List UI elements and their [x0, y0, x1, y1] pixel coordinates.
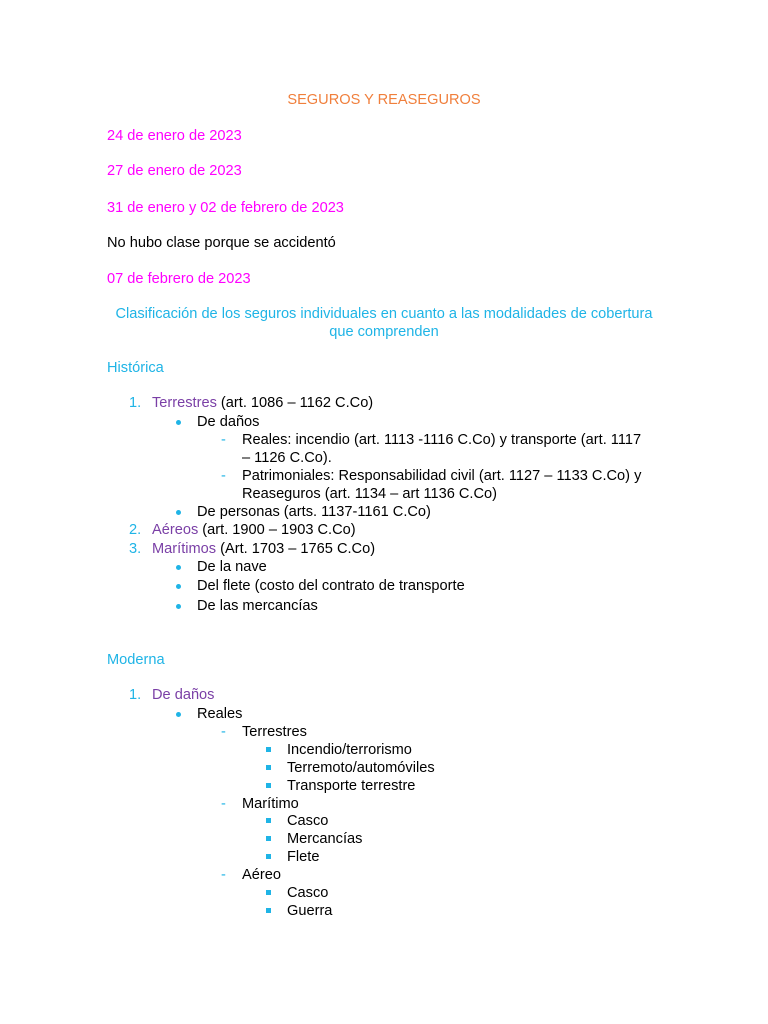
list-item-aereos	[152, 521, 356, 539]
square-bullet-icon	[266, 783, 271, 788]
list-item: Patrimoniales: Responsabilidad civil (art. 1127 – 1133 C.Co) y	[242, 468, 642, 484]
list-item: Incendio/terrorismo	[287, 742, 412, 758]
list-item: De las mercancías	[197, 598, 318, 614]
list-number: 1.	[129, 395, 142, 411]
list-item-de-danos: De daños	[152, 687, 215, 703]
list-number: 3.	[129, 541, 142, 557]
item-name: Aéreos	[152, 522, 199, 538]
dash-marker-icon: -	[221, 468, 226, 484]
moderna-heading: Moderna	[107, 652, 165, 668]
list-item: Mercancías	[287, 831, 363, 847]
square-bullet-icon	[266, 747, 271, 752]
dash-marker-icon: -	[221, 796, 226, 812]
list-item: Marítimo	[242, 796, 299, 812]
list-item: Reales	[197, 706, 243, 722]
list-item: Terremoto/automóviles	[287, 760, 435, 776]
list-number: 1.	[129, 687, 142, 703]
item-name: Terrestres	[152, 395, 217, 411]
dash-marker-icon: -	[221, 867, 226, 883]
list-item: Aéreo	[242, 867, 281, 883]
bullet-dot-icon	[176, 584, 181, 589]
list-item: De personas (arts. 1137-1161 C.Co)	[197, 504, 431, 520]
class-note: No hubo clase porque se accidentó	[107, 235, 336, 251]
bullet-dot-icon	[176, 420, 181, 425]
historica-heading: Histórica	[107, 360, 164, 376]
square-bullet-icon	[266, 836, 271, 841]
list-item-terrestres	[152, 394, 373, 412]
list-item: Flete	[287, 849, 320, 865]
classification-heading-line2: que comprenden	[329, 324, 439, 340]
item-reference: (Art. 1703 – 1765 C.Co)	[216, 541, 376, 557]
date-heading-2: 27 de enero de 2023	[107, 163, 242, 179]
dash-marker-icon: -	[221, 432, 226, 448]
list-item: De la nave	[197, 559, 267, 575]
list-item-continuation: – 1126 C.Co).	[242, 450, 332, 466]
date-heading-1: 24 de enero de 2023	[107, 128, 242, 144]
list-item: Del flete (costo del contrato de transporte	[197, 578, 465, 594]
list-item: Casco	[287, 885, 329, 901]
list-item: Reales: incendio (art. 1113 -1116 C.Co) y transporte (art. 1117	[242, 432, 642, 448]
item-reference: (art. 1900 – 1903 C.Co)	[198, 522, 356, 538]
item-reference: (art. 1086 – 1162 C.Co)	[216, 395, 374, 411]
square-bullet-icon	[266, 818, 271, 823]
list-number: 2.	[129, 522, 142, 538]
document-title: SEGUROS Y REASEGUROS	[287, 92, 481, 108]
list-item: Terrestres	[242, 724, 307, 740]
bullet-dot-icon	[176, 510, 181, 515]
list-item-maritimos	[152, 540, 375, 558]
square-bullet-icon	[266, 890, 271, 895]
list-item-continuation: Reaseguros (art. 1134 – art 1136 C.Co)	[242, 486, 497, 502]
bullet-dot-icon	[176, 604, 181, 609]
square-bullet-icon	[266, 765, 271, 770]
square-bullet-icon	[266, 908, 271, 913]
bullet-dot-icon	[176, 565, 181, 570]
list-item: Guerra	[287, 903, 333, 919]
date-heading-4: 07 de febrero de 2023	[107, 271, 251, 287]
square-bullet-icon	[266, 854, 271, 859]
list-item: Transporte terrestre	[287, 778, 416, 794]
item-name: Marítimos	[152, 541, 217, 557]
bullet-dot-icon	[176, 712, 181, 717]
date-heading-3: 31 de enero y 02 de febrero de 2023	[107, 200, 344, 216]
list-item: Casco	[287, 813, 329, 829]
classification-heading-line1: Clasificación de los seguros individuales en cuanto a las modalidades de cobertura	[115, 306, 653, 322]
list-item: De daños	[197, 414, 260, 430]
dash-marker-icon: -	[221, 724, 226, 740]
